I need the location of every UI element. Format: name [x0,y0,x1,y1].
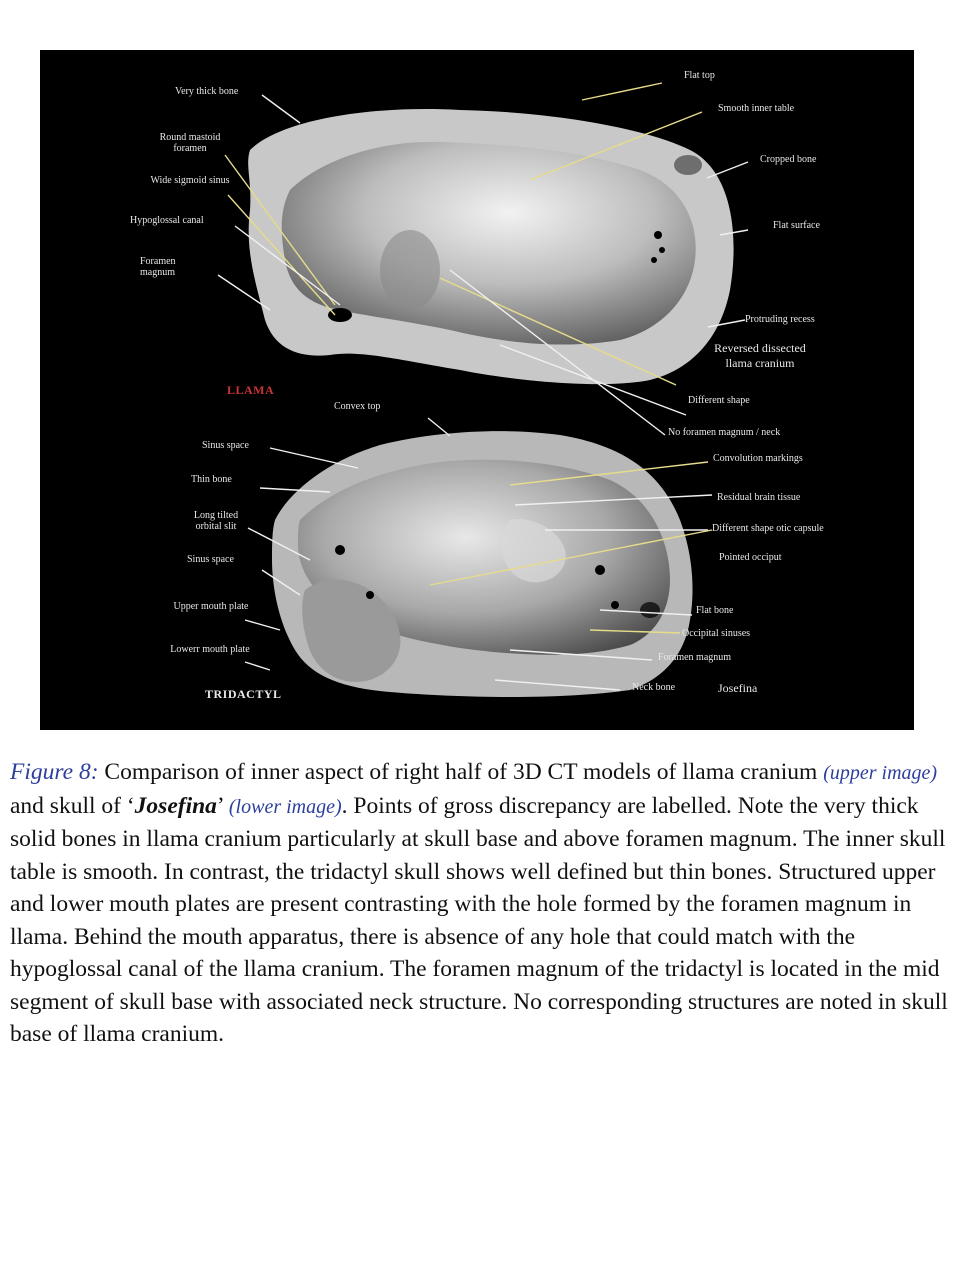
tridactyl-title: TRIDACTYL [205,687,282,701]
caption-upper-image: (upper image) [823,762,938,784]
label-no-foramen-magnum-neck: No foramen magnum / neck [668,427,781,438]
figure-caption [10,756,960,1051]
label-residual-brain-tissue: Residual brain tissue [717,492,801,503]
label-flat-bone: Flat bone [696,605,734,616]
label-sinus-space-1: Sinus space [202,440,249,451]
label-different-shape-otic-capsule: Different shape otic capsule [712,523,824,534]
label-convex-top: Convex top [334,401,381,412]
caption-lower-image: (lower image) [228,795,342,818]
label-sinus-space-2: Sinus space [187,554,234,565]
llama-title: LLAMA [227,383,275,397]
label-different-shape: Different shape [688,395,750,406]
caption-figure-label: Figure 8: [10,759,99,785]
label-smooth-inner-table: Smooth inner table [718,103,795,114]
label-foramen-magnum-lower: Foramen magnum [658,652,732,663]
label-long-tilted-orbital-slit: Long tilted orbital slit [193,510,239,532]
label-lower-mouth-plate: Lowerr mouth plate [170,644,250,655]
caption-text-2: and skull of ‘ [10,792,135,819]
label-josefina: Josefina [718,681,758,695]
label-flat-top: Flat top [684,70,715,81]
caption-text-1: Comparison of inner aspect of right half of 3D CT models of llama cranium [98,759,824,785]
label-pointed-occiput: Pointed occiput [719,552,782,563]
caption-josefina: Josefina [134,792,217,819]
caption-text-4: . Points of gross discrepancy are labelled. Note the very thick solid bones in llama cranium particularly at skull base and above foramen magnum. The inner skull table is smooth. In contrast, the tridactyl skull shows well defined but thin bones. Structured upper and lower mouth plates are present contrasting with the hole formed by the foramen magnum in llama. Behind the mouth apparatus, there is absence of any hole that could match with the hypoglossal canal of the llama cranium. The foramen magnum of the tridactyl is located in the mid segment of skull base with associated neck structure. No corresponding structures are noted in skull base of llama cranium. [10,792,948,1047]
label-occipital-sinuses: Occipital sinuses [682,628,751,639]
ct-figure [40,50,914,730]
label-flat-surface: Flat surface [773,220,820,231]
label-thin-bone: Thin bone [191,474,232,485]
label-neck-bone: Neck bone [632,682,676,693]
label-very-thick-bone: Very thick bone [175,86,239,97]
caption-text-3: ’ [216,792,229,819]
label-wide-sigmoid-sinus: Wide sigmoid sinus [150,175,230,186]
label-cropped-bone: Cropped bone [760,154,817,165]
label-protruding-recess: Protruding recess [745,314,815,325]
label-round-mastoid-foramen: Round mastoid foramen [159,132,221,154]
label-foramen-magnum-upper: Foramen magnum [140,256,176,278]
label-upper-mouth-plate: Upper mouth plate [173,601,249,612]
label-reversed-dissected: Reversed dissected llama cranium [714,341,806,370]
label-hypoglossal-canal: Hypoglossal canal [130,215,204,226]
label-convolution-markings: Convolution markings [713,453,803,464]
